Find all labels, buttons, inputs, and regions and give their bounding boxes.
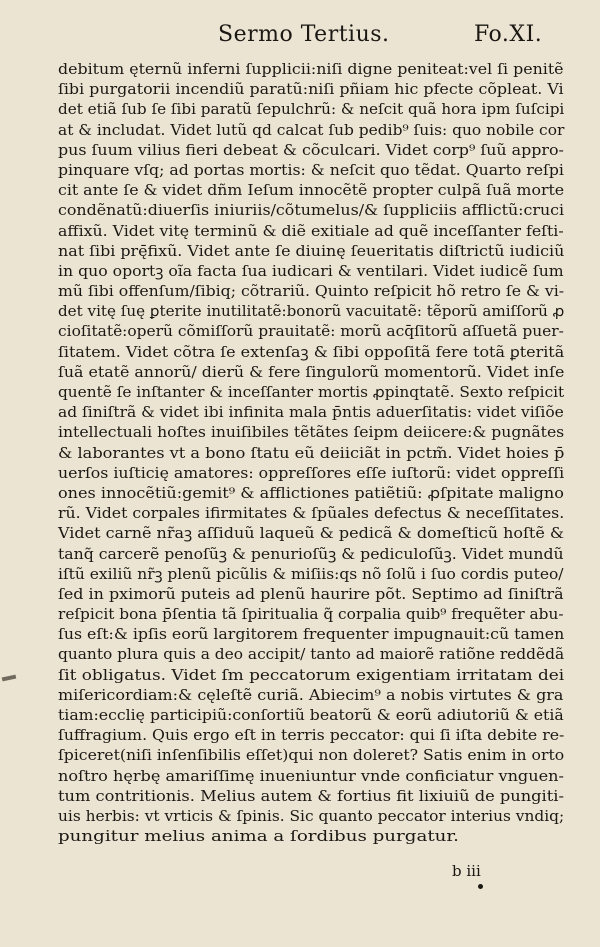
text-line: cit ante ſe & videt dñm Ieſum innocẽtẽ propter culpã ſuã morte — [58, 182, 565, 200]
text-line: debitum ęternũ inferni ſupplicii:niſi digne peniteat:vel ſi penitẽ — [58, 61, 564, 78]
text-line: pungitur melius anima a ſordibus purgatur. — [58, 828, 459, 846]
folio-number: Fo.XI. — [474, 22, 543, 47]
text-line: quanto plura quis a deo accipit/ tanto ad maiorẽ ratiõne reddẽdã — [58, 646, 565, 664]
text-line: miſericordiam:& cęleſtẽ curiã. Abiecim⁹ a nobis virtutes & gra — [58, 686, 564, 704]
text-line: ſuffragium. Quis ergo eſt in terris peccator: qui ſi iſta debite re‑ — [58, 727, 565, 745]
text-line: at & includat. Videt lutũ qd calcat ſub pedib⁹ ſuis: quo nobile cor — [58, 121, 565, 139]
text-line: nat ſibi prę̄fixũ. Videt ante ſe diuinę ſeueritatis diſtrictũ iudiciũ — [58, 242, 565, 260]
text-line: quentẽ ſe inſtanter & inceſſanter mortis ꝓpinqtatẽ. Sexto reſpicit — [58, 384, 565, 401]
text-line: tum contritionis. Melius autem & fortius fit lixiuiũ de pungiti‑ — [58, 787, 564, 805]
text-line: pinquare vſq; ad portas mortis: & neſcit quo tẽdat. Quarto reſpi — [58, 161, 564, 179]
text-line: ſpiceret(niſi inſenſibilis eſſet)qui non doleret? Satis enim in orto — [58, 747, 565, 765]
text-line: mũ ſibi offenſum/ſibiq; cõtrariũ. Quinto reſpicit hõ retro ſe & vi‑ — [58, 283, 565, 301]
text-line: ſuã etatẽ annorũ/ dierũ & fere ſingulorũ momentorũ. Videt inſe — [58, 363, 565, 381]
ink-dot — [478, 884, 483, 889]
text-line: Videt carnẽ nr̃aꝫ aſſiduũ laqueũ & pedicã & domeſticũ hoſtẽ & — [58, 525, 565, 543]
text-line: rũ. Videt corpales ifirmitates & ſpũales defectus & neceſſitates. — [58, 505, 565, 523]
text-line: affixũ. Videt vitę terminũ & diẽ exitiale ad quẽ inceſſanter feſti‑ — [58, 222, 564, 240]
text-line: ones innocẽtiũ:gemit⁹ & afflictiones patiẽtiũ: ꝓſpitate maligno — [58, 484, 564, 502]
text-line: ſus eſt:& ipſis eorũ largitorem frequenter impugnauit:cũ tamen — [58, 626, 565, 644]
text-line: det etiã ſub ſe ſibi paratũ ſepulchrũ: & neſcit quã hora ipm ſuſcipi — [58, 101, 565, 119]
text-line: reſpicit bona p̄ſentia tã ſpiritualia q̃ corpalia quib⁹ frequẽter abu‑ — [58, 606, 564, 624]
text-line: & laborantes vt a bono ſtatu eũ deiiciãt in pctm̃. Videt hoies p̄ — [58, 444, 565, 462]
text-line: uerſos iuſticię amatores: oppreſſores eſſe iuſtorũ: videt oppreſſi — [58, 464, 565, 482]
running-title: Sermo Tertius. — [218, 22, 390, 47]
body-text — [58, 60, 564, 847]
text-line: tiam:ecclię participiũ:conſortiũ beatorũ & eorũ adiutoriũ & etiã — [58, 707, 564, 724]
page-header — [0, 22, 600, 56]
text-line: det vitę ſuę ꝑterite inutilitatẽ:bonorũ vacuitatẽ: tẽporũ amiſſorũ ꝓ — [58, 303, 565, 321]
text-line: ſit obligatus. Videt ſm peccatorum exigentiam irritatam dei — [58, 666, 565, 684]
text-line: ſibi purgatorii incendiũ paratũ:niſi pñiam hic pfecte cõpleat. Vi — [58, 81, 564, 99]
text-line: iſtũ exiliũ nr̃ꝫ plenũ picũlis & miſiis:qs nõ ſolũ i ſuo cordis puteo/ — [58, 565, 564, 583]
text-line: uis herbis: vt vrticis & ſpinis. Sic quanto peccator interius vndiq; — [58, 807, 565, 825]
text-line: intellectuali hoſtes inuiſibiles tẽtãtes ſeipm deiicere:& pugnãtes — [58, 424, 565, 442]
signature-mark: b iii — [452, 862, 481, 880]
text-line: pus ſuum vilius fieri debeat & cõculcari. Videt corp⁹ ſuũ appro‑ — [58, 141, 564, 159]
text-line: noſtro hęrbę amariſſimę inueniuntur vnde conficiatur vnguen‑ — [58, 767, 564, 785]
margin-ink-mark — [2, 675, 17, 682]
text-line: in quo oportꝫ oĩa facta ſua iudicari & ventilari. Videt iudicẽ ſum — [58, 262, 564, 280]
text-line: ſed in pximorũ puteis ad plenũ haurire põt. Septimo ad ſiniſtrã — [58, 585, 564, 603]
text-line: ad ſiniſtrã & videt ibi infinita mala p̄ntis aduerſitatis: videt viſiõe — [58, 404, 564, 422]
text-line: ſitatem. Videt cõtra ſe extenſaꝫ & ſibi oppoſitã fere totã ꝑteritã — [58, 343, 565, 361]
text-line: tanq̃ carcerẽ penoſũꝫ & penurioſũꝫ & pediculoſũꝫ. Videt mundũ — [58, 545, 564, 563]
text-line: cioſitatẽ:operũ cõmiſſorũ prauitatẽ: morũ acq̄ſitorũ aſſuetã puer‑ — [58, 323, 564, 341]
text-line: condẽnatũ:diuerſis iniuriis/cõtumelus/& ſuppliciis afflictũ:cruci — [58, 202, 565, 220]
